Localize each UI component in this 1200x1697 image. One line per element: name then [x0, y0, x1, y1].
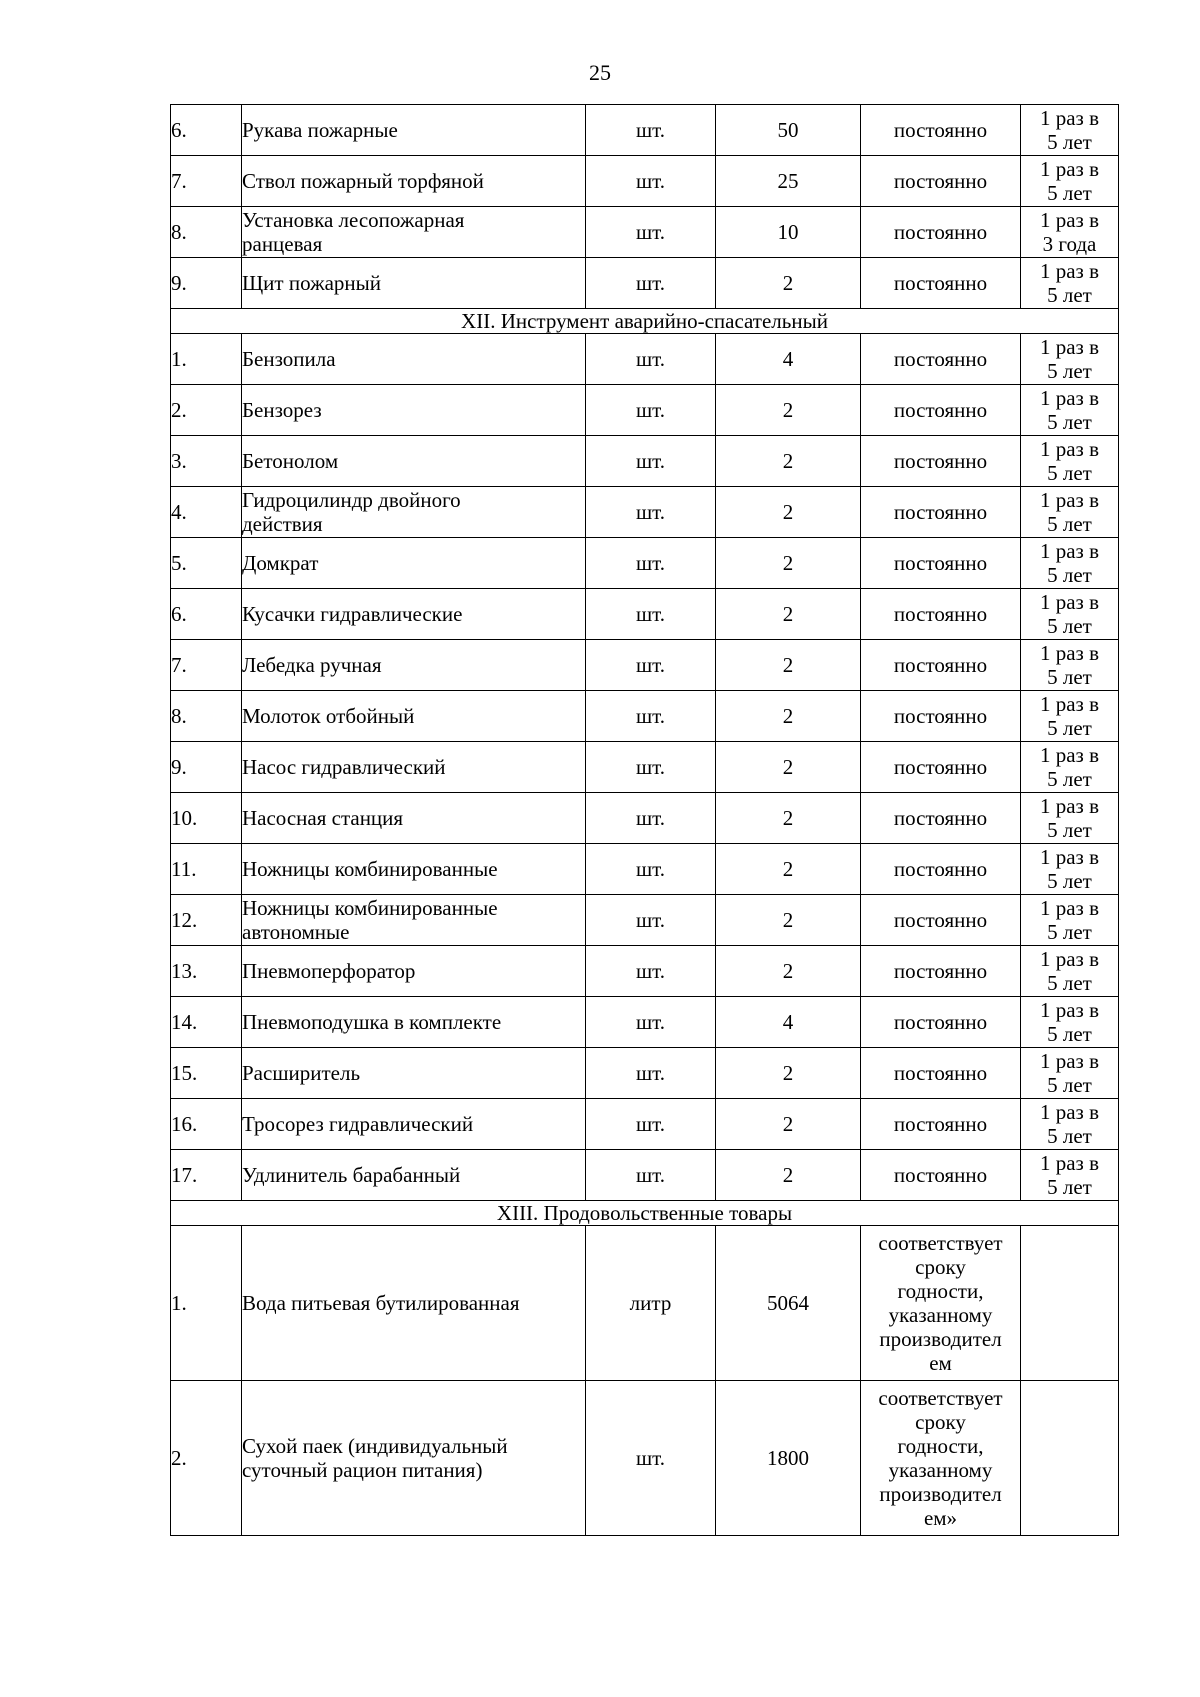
quantity: 2	[716, 258, 861, 309]
storage-term: соответствует сроку годности, указанному производител ем	[861, 1226, 1021, 1381]
renewal-frequency: 1 раз в 5 лет	[1021, 436, 1119, 487]
storage-term: постоянно	[861, 487, 1021, 538]
unit: шт.	[586, 997, 716, 1048]
quantity: 2	[716, 640, 861, 691]
table-row	[171, 156, 1119, 207]
row-number: 10.	[171, 793, 242, 844]
unit: шт.	[586, 105, 716, 156]
table-row	[171, 487, 1119, 538]
renewal-frequency: 1 раз в 5 лет	[1021, 538, 1119, 589]
quantity: 4	[716, 997, 861, 1048]
storage-term: постоянно	[861, 105, 1021, 156]
table-row	[171, 385, 1119, 436]
renewal-frequency	[1021, 1226, 1119, 1381]
unit: шт.	[586, 895, 716, 946]
quantity: 2	[716, 589, 861, 640]
storage-term: постоянно	[861, 844, 1021, 895]
table-row	[171, 895, 1119, 946]
quantity: 2	[716, 436, 861, 487]
storage-term: постоянно	[861, 385, 1021, 436]
item-name: Щит пожарный	[242, 258, 586, 309]
row-number: 14.	[171, 997, 242, 1048]
item-name: Пневмоподушка в комплекте	[242, 997, 586, 1048]
storage-term: постоянно	[861, 997, 1021, 1048]
row-number: 8.	[171, 207, 242, 258]
row-number: 15.	[171, 1048, 242, 1099]
item-name: Ствол пожарный торфяной	[242, 156, 586, 207]
unit: шт.	[586, 385, 716, 436]
storage-term: постоянно	[861, 691, 1021, 742]
table-row	[171, 589, 1119, 640]
storage-term: постоянно	[861, 1048, 1021, 1099]
item-name: Пневмоперфоратор	[242, 946, 586, 997]
row-number: 7.	[171, 156, 242, 207]
quantity: 2	[716, 946, 861, 997]
storage-term: постоянно	[861, 1099, 1021, 1150]
equipment-table	[170, 104, 1119, 1536]
unit: шт.	[586, 207, 716, 258]
renewal-frequency: 1 раз в 3 года	[1021, 207, 1119, 258]
item-name: Бетонолом	[242, 436, 586, 487]
item-name: Вода питьевая бутилированная	[242, 1226, 586, 1381]
unit: шт.	[586, 156, 716, 207]
section-title: XIII. Продовольственные товары	[171, 1201, 1119, 1226]
item-name: Ножницы комбинированные	[242, 844, 586, 895]
item-name: Установка лесопожарная ранцевая	[242, 207, 586, 258]
quantity: 2	[716, 487, 861, 538]
renewal-frequency: 1 раз в 5 лет	[1021, 156, 1119, 207]
table-row	[171, 207, 1119, 258]
storage-term: постоянно	[861, 895, 1021, 946]
table-row	[171, 258, 1119, 309]
quantity: 2	[716, 895, 861, 946]
renewal-frequency: 1 раз в 5 лет	[1021, 640, 1119, 691]
unit: литр	[586, 1226, 716, 1381]
renewal-frequency: 1 раз в 5 лет	[1021, 895, 1119, 946]
quantity: 2	[716, 844, 861, 895]
storage-term: постоянно	[861, 946, 1021, 997]
item-name: Ножницы комбинированные автономные	[242, 895, 586, 946]
storage-term: постоянно	[861, 640, 1021, 691]
renewal-frequency: 1 раз в 5 лет	[1021, 742, 1119, 793]
table-row	[171, 1150, 1119, 1201]
storage-term: постоянно	[861, 207, 1021, 258]
row-number: 5.	[171, 538, 242, 589]
unit: шт.	[586, 793, 716, 844]
table-row	[171, 1099, 1119, 1150]
page-number: 25	[589, 60, 611, 85]
row-number: 12.	[171, 895, 242, 946]
row-number: 2.	[171, 385, 242, 436]
unit: шт.	[586, 1099, 716, 1150]
renewal-frequency	[1021, 1381, 1119, 1536]
unit: шт.	[586, 742, 716, 793]
unit: шт.	[586, 1150, 716, 1201]
renewal-frequency: 1 раз в 5 лет	[1021, 1099, 1119, 1150]
table-row	[171, 436, 1119, 487]
quantity: 50	[716, 105, 861, 156]
unit: шт.	[586, 946, 716, 997]
row-number: 2.	[171, 1381, 242, 1536]
table-row	[171, 334, 1119, 385]
table-row	[171, 742, 1119, 793]
row-number: 3.	[171, 436, 242, 487]
row-number: 7.	[171, 640, 242, 691]
quantity: 2	[716, 742, 861, 793]
table-row	[171, 105, 1119, 156]
storage-term: постоянно	[861, 334, 1021, 385]
item-name: Удлинитель барабанный	[242, 1150, 586, 1201]
renewal-frequency: 1 раз в 5 лет	[1021, 844, 1119, 895]
renewal-frequency: 1 раз в 5 лет	[1021, 691, 1119, 742]
renewal-frequency: 1 раз в 5 лет	[1021, 997, 1119, 1048]
unit: шт.	[586, 1048, 716, 1099]
row-number: 9.	[171, 742, 242, 793]
row-number: 6.	[171, 105, 242, 156]
unit: шт.	[586, 334, 716, 385]
row-number: 1.	[171, 334, 242, 385]
section-title: XII. Инструмент аварийно-спасательный	[171, 309, 1119, 334]
renewal-frequency: 1 раз в 5 лет	[1021, 793, 1119, 844]
quantity: 5064	[716, 1226, 861, 1381]
storage-term: постоянно	[861, 436, 1021, 487]
item-name: Молоток отбойный	[242, 691, 586, 742]
storage-term: соответствует сроку годности, указанному производител ем»	[861, 1381, 1021, 1536]
item-name: Насос гидравлический	[242, 742, 586, 793]
row-number: 8.	[171, 691, 242, 742]
table-row	[171, 640, 1119, 691]
renewal-frequency: 1 раз в 5 лет	[1021, 946, 1119, 997]
item-name: Сухой паек (индивидуальный суточный рацион питания)	[242, 1381, 586, 1536]
unit: шт.	[586, 691, 716, 742]
quantity: 2	[716, 1099, 861, 1150]
item-name: Бензорез	[242, 385, 586, 436]
row-number: 17.	[171, 1150, 242, 1201]
quantity: 25	[716, 156, 861, 207]
item-name: Домкрат	[242, 538, 586, 589]
unit: шт.	[586, 538, 716, 589]
table-row	[171, 1226, 1119, 1381]
unit: шт.	[586, 844, 716, 895]
row-number: 16.	[171, 1099, 242, 1150]
item-name: Лебедка ручная	[242, 640, 586, 691]
row-number: 1.	[171, 1226, 242, 1381]
renewal-frequency: 1 раз в 5 лет	[1021, 1150, 1119, 1201]
table-row	[171, 997, 1119, 1048]
item-name: Насосная станция	[242, 793, 586, 844]
renewal-frequency: 1 раз в 5 лет	[1021, 334, 1119, 385]
quantity: 2	[716, 793, 861, 844]
row-number: 9.	[171, 258, 242, 309]
table-body	[171, 105, 1119, 1536]
item-name: Гидроцилиндр двойного действия	[242, 487, 586, 538]
quantity: 10	[716, 207, 861, 258]
table-row	[171, 844, 1119, 895]
renewal-frequency: 1 раз в 5 лет	[1021, 105, 1119, 156]
row-number: 11.	[171, 844, 242, 895]
unit: шт.	[586, 589, 716, 640]
storage-term: постоянно	[861, 742, 1021, 793]
quantity: 1800	[716, 1381, 861, 1536]
storage-term: постоянно	[861, 156, 1021, 207]
storage-term: постоянно	[861, 793, 1021, 844]
item-name: Расширитель	[242, 1048, 586, 1099]
quantity: 4	[716, 334, 861, 385]
storage-term: постоянно	[861, 538, 1021, 589]
quantity: 2	[716, 1150, 861, 1201]
renewal-frequency: 1 раз в 5 лет	[1021, 258, 1119, 309]
quantity: 2	[716, 538, 861, 589]
renewal-frequency: 1 раз в 5 лет	[1021, 1048, 1119, 1099]
table-row	[171, 691, 1119, 742]
storage-term: постоянно	[861, 589, 1021, 640]
item-name: Бензопила	[242, 334, 586, 385]
quantity: 2	[716, 691, 861, 742]
table-row	[171, 1381, 1119, 1536]
renewal-frequency: 1 раз в 5 лет	[1021, 487, 1119, 538]
unit: шт.	[586, 487, 716, 538]
table-row	[171, 538, 1119, 589]
item-name: Тросорез гидравлический	[242, 1099, 586, 1150]
item-name: Рукава пожарные	[242, 105, 586, 156]
storage-term: постоянно	[861, 1150, 1021, 1201]
row-number: 6.	[171, 589, 242, 640]
unit: шт.	[586, 436, 716, 487]
table-row	[171, 1048, 1119, 1099]
quantity: 2	[716, 385, 861, 436]
section-header-row	[171, 1201, 1119, 1226]
table-row	[171, 946, 1119, 997]
storage-term: постоянно	[861, 258, 1021, 309]
unit: шт.	[586, 1381, 716, 1536]
unit: шт.	[586, 640, 716, 691]
unit: шт.	[586, 258, 716, 309]
quantity: 2	[716, 1048, 861, 1099]
table-row	[171, 793, 1119, 844]
row-number: 13.	[171, 946, 242, 997]
renewal-frequency: 1 раз в 5 лет	[1021, 385, 1119, 436]
item-name: Кусачки гидравлические	[242, 589, 586, 640]
section-header-row	[171, 309, 1119, 334]
renewal-frequency: 1 раз в 5 лет	[1021, 589, 1119, 640]
row-number: 4.	[171, 487, 242, 538]
